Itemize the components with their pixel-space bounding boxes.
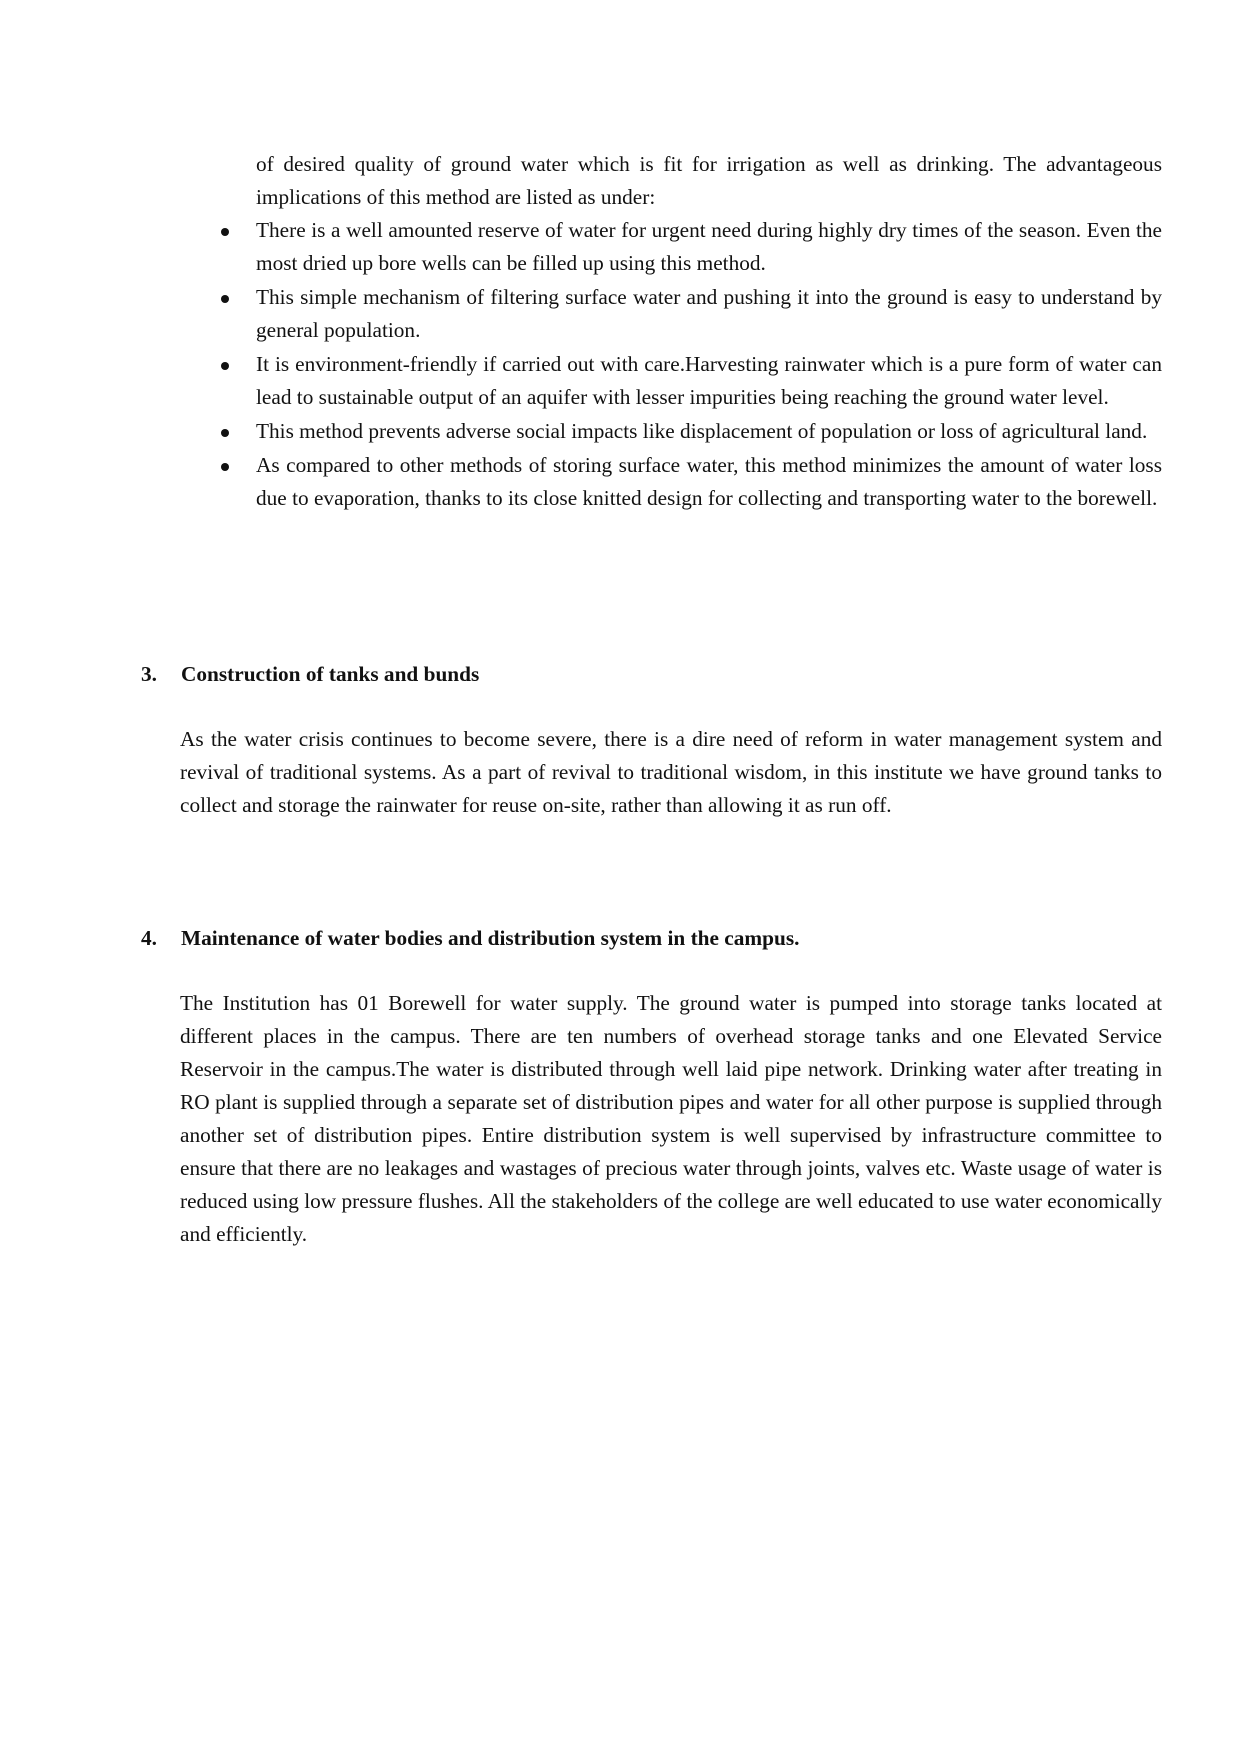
section-heading-maintenance xyxy=(141,922,799,955)
bullet-text: This simple mechanism of filtering surface water and pushing it into the ground is easy to understand by general population. xyxy=(256,285,1162,342)
list-item xyxy=(210,415,1162,448)
section-title: Construction of tanks and bunds xyxy=(181,662,480,686)
intro-continuation-paragraph: of desired quality of ground water which is fit for irrigation as well as drinking. The advantageous implications of this method are listed as under: xyxy=(256,152,1162,209)
bullet-icon xyxy=(221,295,229,303)
advantages-bullet-list xyxy=(210,214,1162,516)
bullet-icon xyxy=(221,362,229,370)
bullet-text: This method prevents adverse social impacts like displacement of population or loss of agricultural land. xyxy=(256,419,1148,443)
list-item xyxy=(210,348,1162,414)
bullet-text: As compared to other methods of storing surface water, this method minimizes the amount of water loss due to evaporation, thanks to its close knitted design for collecting and transporting water to the borewell. xyxy=(256,453,1162,510)
section-number: 3. xyxy=(141,662,157,686)
bullet-icon xyxy=(221,463,229,471)
bullet-text: There is a well amounted reserve of water for urgent need during highly dry times of the season. Even the most dried up bore wells can be filled up using this method. xyxy=(256,218,1162,275)
list-item xyxy=(210,449,1162,515)
section-number: 4. xyxy=(141,926,157,950)
bullet-icon xyxy=(221,429,229,437)
bullet-text: It is environment-friendly if carried out with care.Harvesting rainwater which is a pure form of water can lead to sustainable output of an aquifer with lesser impurities being reaching the ground water level. xyxy=(256,352,1162,409)
list-item xyxy=(210,214,1162,280)
list-item xyxy=(210,281,1162,347)
bullet-icon xyxy=(221,228,229,236)
section-body-maintenance: The Institution has 01 Borewell for water supply. The ground water is pumped into storage tanks located at different places in the campus. There are ten numbers of overhead storage tanks and one Elevated Service Reservoir in the campus.The water is distributed through well laid pipe network. Drinking water after treating in RO plant is supplied through a separate set of distribution pipes and water for all other purpose is supplied through another set of distribution pipes. Entire distribution system is well supervised by infrastructure committee to ensure that there are no leakages and wastages of precious water through joints, valves etc. Waste usage of water is reduced using low pressure flushes. All the stakeholders of the college are well educated to use water economically and efficiently. xyxy=(180,991,1162,1246)
section-body-tanks-bunds: As the water crisis continues to become severe, there is a dire need of reform in water management system and revival of traditional systems. As a part of revival to traditional wisdom, in this institute we have ground tanks to collect and storage the rainwater for reuse on-site, rather than allowing it as run off. xyxy=(180,727,1162,817)
section-title: Maintenance of water bodies and distribution system in the campus. xyxy=(181,926,800,950)
section-heading-tanks-bunds xyxy=(141,658,479,691)
